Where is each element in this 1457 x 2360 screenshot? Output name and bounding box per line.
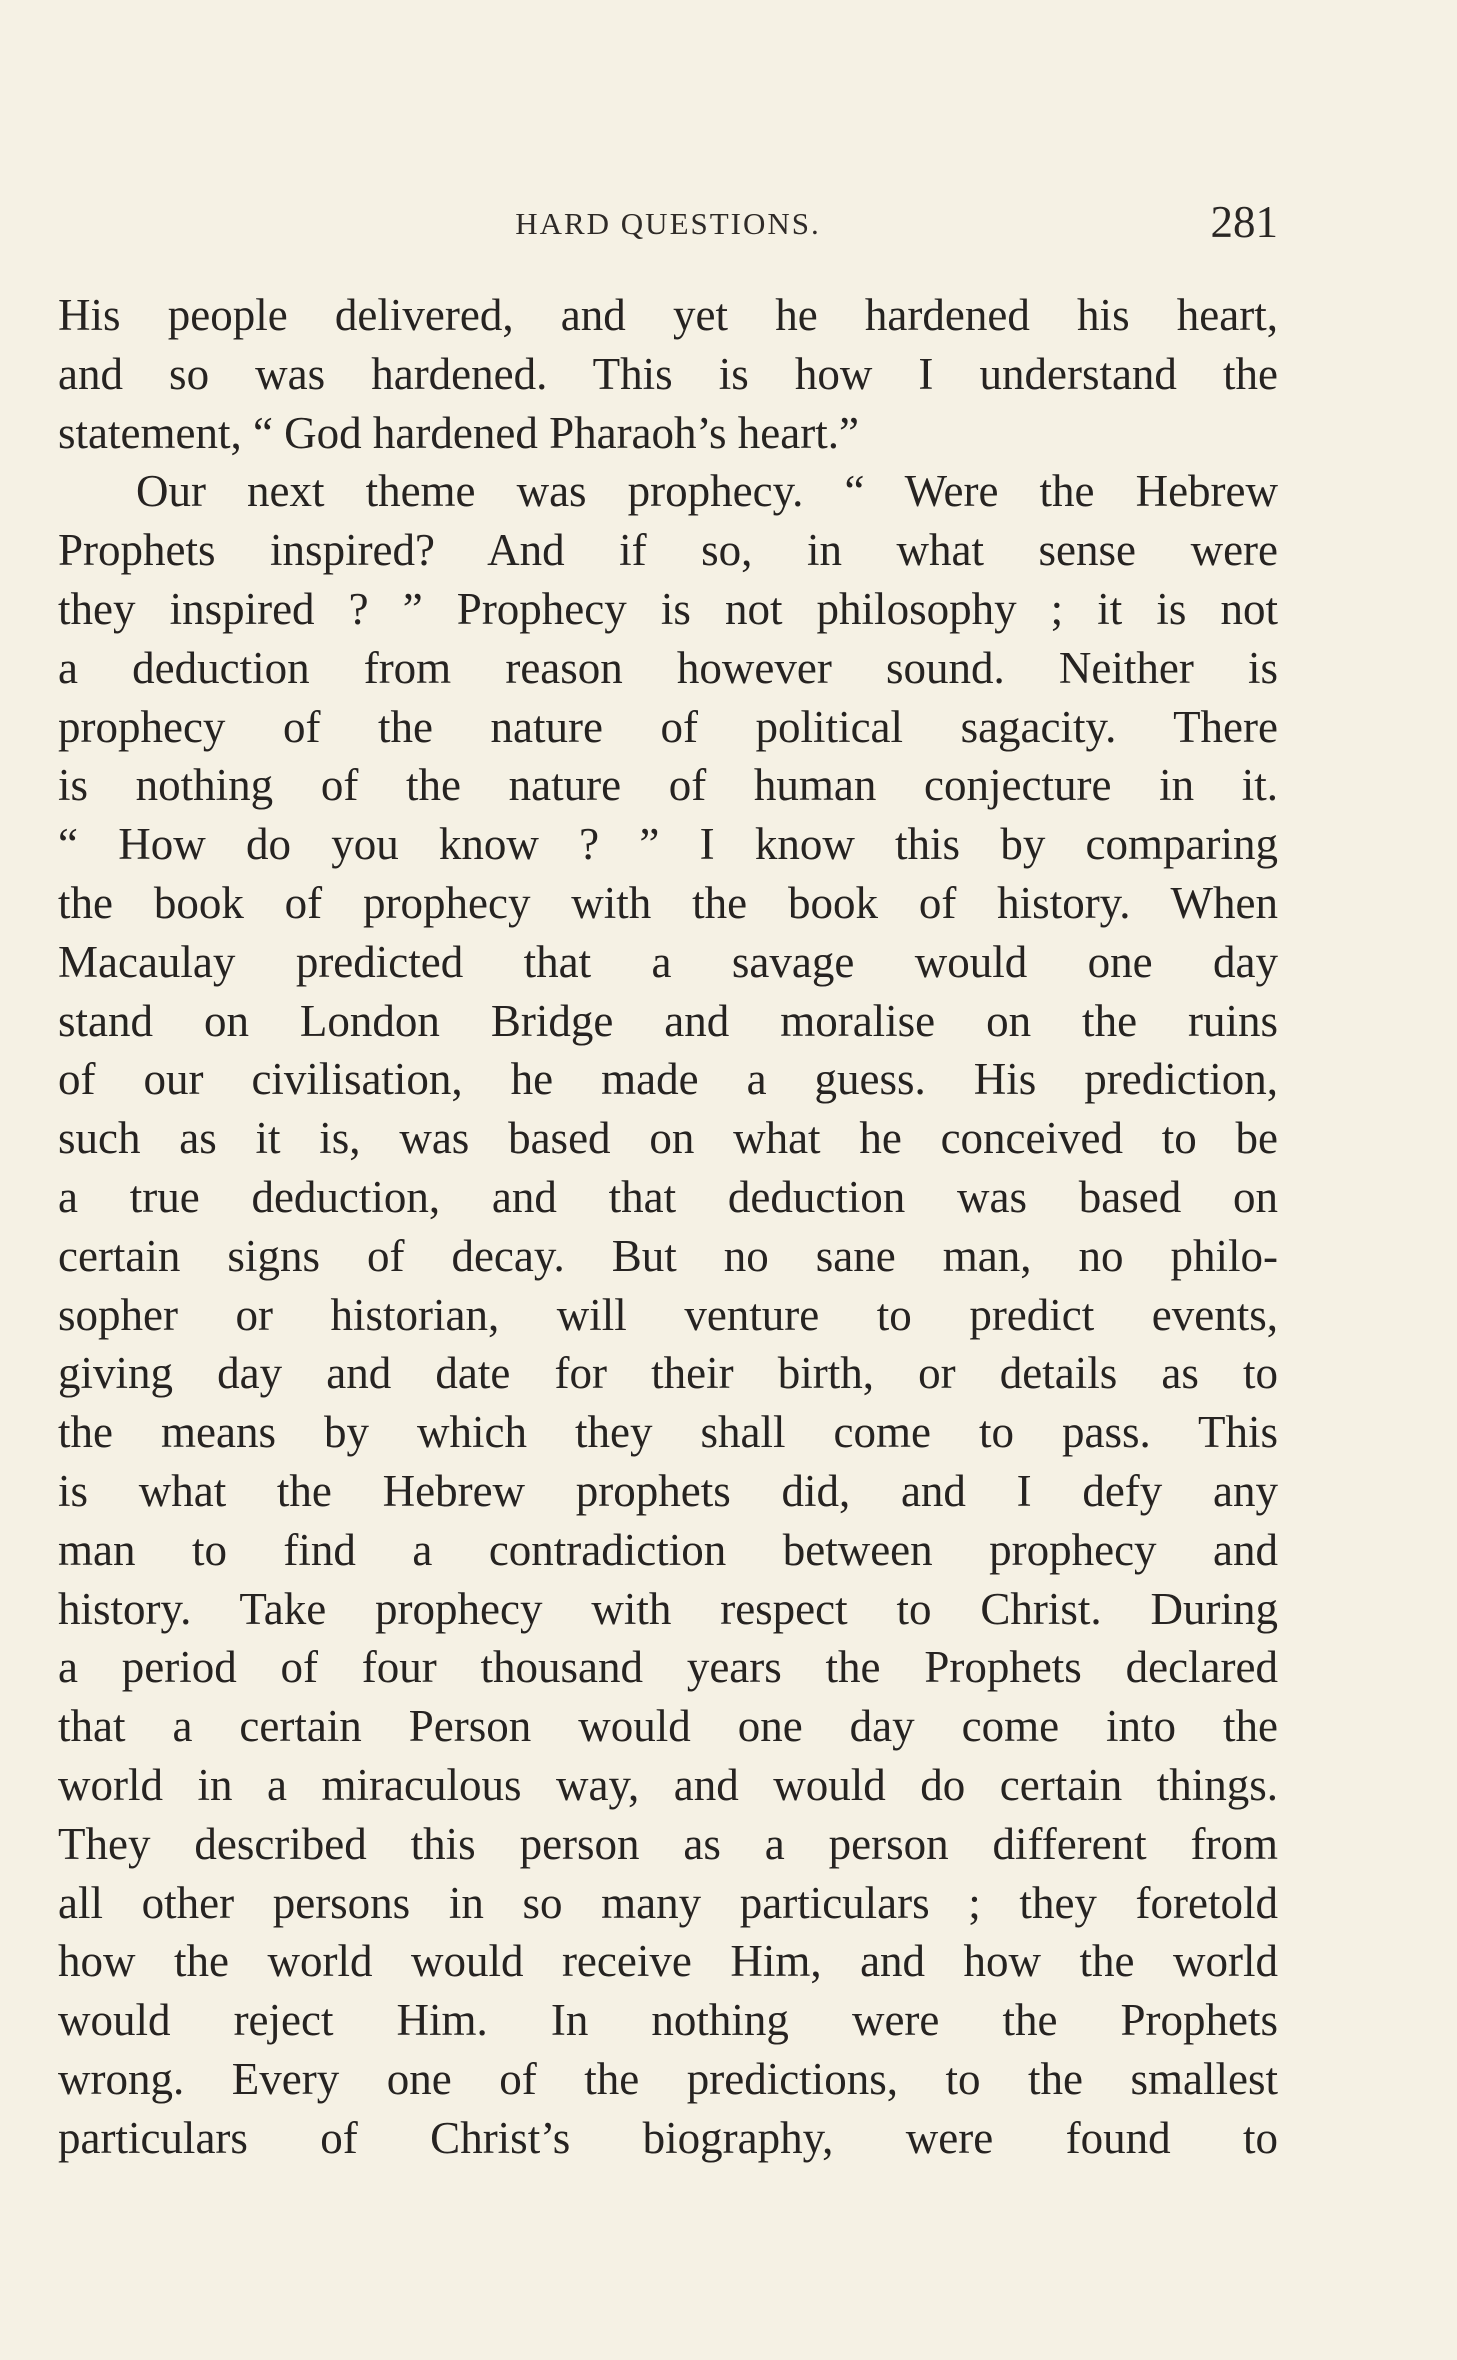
text-line: a deduction from reason however sound. Neither is: [58, 642, 1278, 693]
text-line: prophecy of the nature of political sagacity. There: [58, 701, 1278, 752]
text-line: sopher or historian, will venture to predict events,: [58, 1289, 1278, 1340]
text-line: such as it is, was based on what he conceived to be: [58, 1113, 1278, 1164]
text-line: giving day and date for their birth, or details as to: [58, 1348, 1278, 1399]
page-number: 281: [1210, 197, 1278, 247]
text-line: how the world would receive Him, and how the world: [58, 1936, 1278, 1987]
text-line: particulars of Christ’s biography, were found to: [58, 2112, 1278, 2163]
text-line: a true deduction, and that deduction was based on: [58, 1171, 1278, 1222]
text-line: the book of prophecy with the book of history. When: [58, 877, 1278, 928]
text-line: statement, “ God hardened Pharaoh’s heart.”: [58, 407, 859, 458]
text-line: Prophets inspired? And if so, in what sense were: [58, 525, 1278, 576]
text-line: They described this person as a person different from: [58, 1818, 1278, 1869]
text-line: that a certain Person would one day come into the: [58, 1701, 1278, 1752]
running-title: HARD QUESTIONS.: [515, 206, 821, 241]
text-line: man to find a contradiction between prophecy and: [58, 1524, 1278, 1575]
text-line: is nothing of the nature of human conjecture in it.: [58, 760, 1278, 811]
text-line: history. Take prophecy with respect to Christ. During: [58, 1583, 1278, 1634]
text-line: all other persons in so many particulars ; they foretold: [58, 1877, 1278, 1928]
page-header: [58, 196, 1278, 256]
text-line: certain signs of decay. But no sane man, no philo-: [58, 1230, 1278, 1281]
text-line: stand on London Bridge and moralise on the ruins: [58, 995, 1278, 1046]
text-line: the means by which they shall come to pass. This: [58, 1407, 1278, 1458]
text-line: “ How do you know ? ” I know this by comparing: [58, 819, 1278, 870]
text-line: Our next theme was prophecy. “ Were the Hebrew: [136, 466, 1278, 517]
text-line: His people delivered, and yet he hardened his heart,: [58, 290, 1278, 340]
text-line: they inspired ? ” Prophecy is not philosophy ; it is not: [58, 583, 1278, 634]
body-text: [58, 286, 1278, 2168]
text-line: world in a miraculous way, and would do certain things.: [58, 1759, 1278, 1810]
text-line: a period of four thousand years the Prophets declared: [58, 1642, 1278, 1693]
text-line: of our civilisation, he made a guess. His prediction,: [58, 1054, 1278, 1105]
text-line: Macaulay predicted that a savage would one day: [58, 936, 1278, 987]
text-line: is what the Hebrew prophets did, and I defy any: [58, 1465, 1278, 1516]
text-line: wrong. Every one of the predictions, to the smallest: [58, 2053, 1278, 2104]
text-line: and so was hardened. This is how I understand the: [58, 348, 1278, 399]
text-line: would reject Him. In nothing were the Prophets: [58, 1995, 1278, 2046]
